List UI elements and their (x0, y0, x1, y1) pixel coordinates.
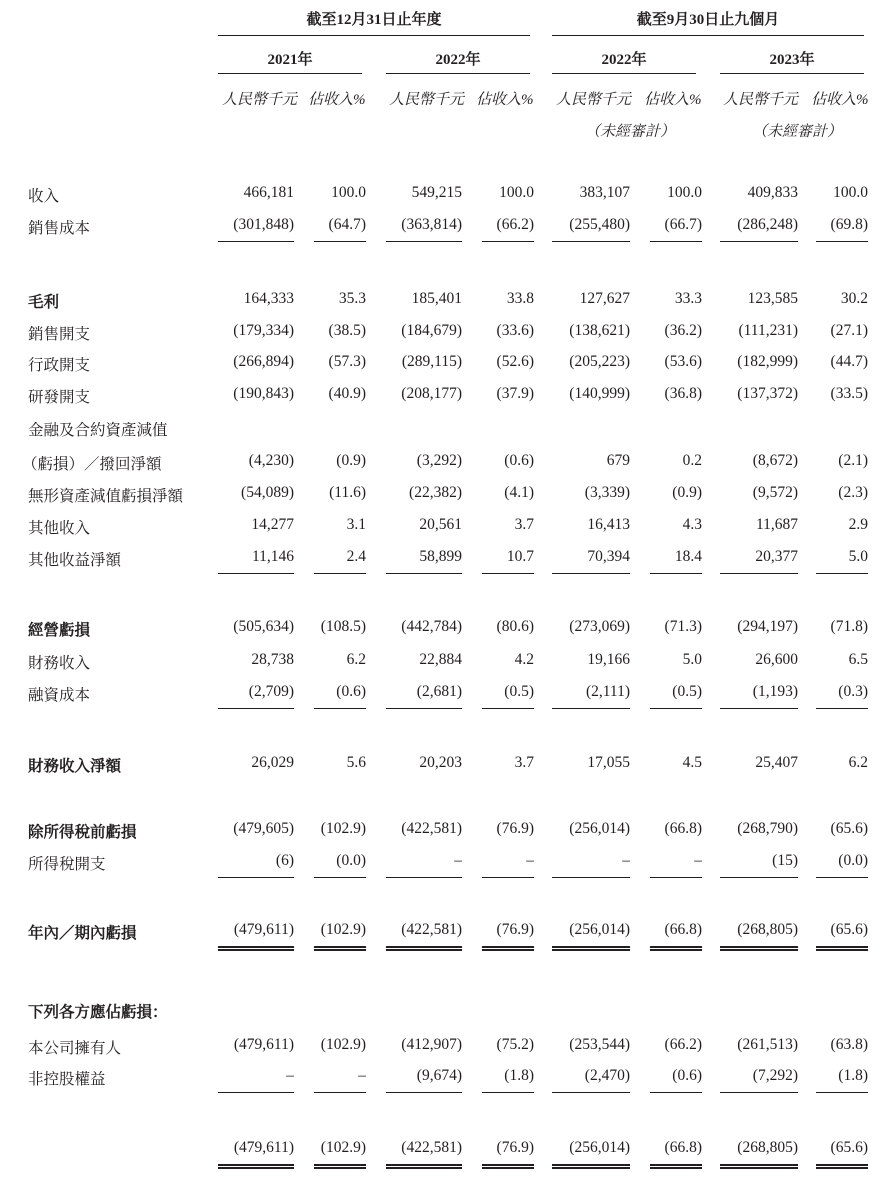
cell-amount: (179,334) (233, 322, 294, 339)
cell-amount: (140,999) (569, 385, 630, 402)
cell-amount: (184,679) (401, 322, 462, 339)
subtotal-rule (720, 877, 798, 878)
cell-percent: 5.0 (848, 548, 868, 565)
cell-amount: (138,621) (569, 322, 630, 339)
cell-amount: (363,814) (401, 216, 462, 233)
cell-amount: (479,611) (233, 921, 294, 938)
cell-percent: (71.3) (664, 618, 702, 635)
cell-amount: (479,611) (233, 1139, 294, 1156)
cell-percent: (57.3) (328, 353, 366, 370)
cell-amount: 14,277 (251, 516, 294, 533)
row-label: 下列各方應佔虧損： (28, 1004, 168, 1021)
cell-percent: (66.8) (664, 921, 702, 938)
cell-percent: 100.0 (499, 184, 534, 201)
cell-percent: – (358, 1067, 366, 1084)
subtotal-rule (650, 708, 702, 709)
cell-amount: (422,581) (401, 921, 462, 938)
cell-amount: 70,394 (587, 548, 630, 565)
cell-amount: (256,014) (569, 1139, 630, 1156)
column-header-percent: 佔收入% (811, 92, 869, 108)
cell-amount: (190,843) (233, 385, 294, 402)
subtotal-rule (314, 241, 366, 242)
subtotal-rule (552, 573, 630, 574)
subtotal-rule (314, 573, 366, 574)
cell-percent: (64.7) (328, 216, 366, 233)
cell-percent: (11.6) (329, 484, 366, 501)
cell-amount: (3,339) (584, 484, 630, 501)
total-double-rule (552, 946, 630, 951)
subtotal-rule (386, 241, 462, 242)
cell-percent: (71.8) (830, 618, 868, 635)
cell-percent: (0.5) (672, 683, 702, 700)
subtotal-rule (314, 1092, 366, 1093)
cell-amount: (301,848) (233, 216, 294, 233)
cell-percent: (52.6) (496, 353, 534, 370)
cell-percent: (1.8) (504, 1067, 534, 1084)
total-double-rule (314, 1164, 366, 1169)
cell-percent: 100.0 (331, 184, 366, 201)
cell-amount: 123,585 (747, 290, 798, 307)
subtotal-rule (218, 1092, 294, 1093)
cell-percent: 18.4 (674, 548, 702, 565)
cell-percent: (108.5) (320, 618, 366, 635)
cell-percent: (65.6) (830, 921, 868, 938)
cell-percent: (69.8) (830, 216, 868, 233)
cell-percent: – (694, 852, 702, 869)
cell-amount: (137,372) (737, 385, 798, 402)
cell-amount: (4,230) (248, 452, 294, 469)
cell-amount: 22,884 (419, 651, 462, 668)
cell-percent: 10.7 (506, 548, 534, 565)
column-header-percent: 佔收入% (308, 92, 366, 108)
total-double-rule (482, 946, 534, 951)
subtotal-rule (552, 877, 630, 878)
cell-amount: (2,709) (248, 683, 294, 700)
subtotal-rule (552, 708, 630, 709)
cell-amount: (253,544) (569, 1036, 630, 1053)
cell-percent: (0.0) (336, 852, 366, 869)
group-header-nine-months: 截至9月30日止九個月 (636, 12, 780, 28)
subtotal-rule (650, 573, 702, 574)
cell-percent: (36.8) (664, 385, 702, 402)
year-header: 2022年 (435, 52, 481, 68)
total-double-rule (816, 946, 868, 951)
cell-amount: (205,223) (569, 353, 630, 370)
row-label: 其他收益淨額 (28, 552, 122, 569)
total-double-rule (650, 1164, 702, 1169)
cell-percent: 100.0 (667, 184, 702, 201)
cell-percent: (37.9) (496, 385, 534, 402)
cell-amount: 549,215 (411, 184, 462, 201)
row-label: 年內／期內虧損 (28, 925, 137, 942)
cell-amount: 127,627 (579, 290, 630, 307)
cell-percent: (40.9) (328, 385, 366, 402)
cell-amount: (286,248) (737, 216, 798, 233)
row-label: 研發開支 (28, 389, 91, 406)
cell-amount: (9,572) (752, 484, 798, 501)
cell-amount: (294,197) (737, 618, 798, 635)
cell-amount: (422,581) (401, 1139, 462, 1156)
cell-percent: (4.1) (504, 484, 534, 501)
cell-percent: 30.2 (840, 290, 868, 307)
cell-percent: (36.2) (664, 322, 702, 339)
cell-percent: 2.4 (346, 548, 366, 565)
cell-percent: 6.2 (848, 754, 868, 771)
cell-amount: 20,377 (755, 548, 798, 565)
cell-percent: 35.3 (338, 290, 366, 307)
cell-percent: 3.7 (514, 516, 534, 533)
subtotal-rule (650, 877, 702, 878)
cell-percent: 6.2 (346, 651, 366, 668)
cell-amount: (8,672) (752, 452, 798, 469)
subtotal-rule (386, 877, 462, 878)
cell-amount: (54,089) (241, 484, 294, 501)
row-label: 經營虧損 (28, 622, 91, 639)
row-label: 銷售開支 (28, 326, 91, 343)
row-label: 行政開支 (28, 357, 91, 374)
cell-percent: 5.6 (346, 754, 366, 771)
cell-percent: (102.9) (320, 921, 366, 938)
cell-amount: 11,146 (251, 548, 294, 565)
row-label: 融資成本 (28, 687, 91, 704)
cell-amount: 26,600 (755, 651, 798, 668)
cell-percent: (66.2) (664, 1036, 702, 1053)
row-label: 毛利 (28, 294, 60, 311)
cell-percent: (0.9) (672, 484, 702, 501)
row-label: 金融及合約資產減值 (28, 422, 168, 439)
total-double-rule (650, 946, 702, 951)
subtotal-rule (720, 241, 798, 242)
row-label: 財務收入 (28, 655, 91, 672)
cell-amount: (505,634) (233, 618, 294, 635)
cell-percent: (102.9) (320, 1036, 366, 1053)
cell-percent: (0.6) (336, 683, 366, 700)
cell-amount: (268,805) (737, 1139, 798, 1156)
cell-percent: (80.6) (496, 618, 534, 635)
year-underline (386, 73, 530, 74)
cell-amount: (442,784) (401, 618, 462, 635)
cell-amount: (22,382) (409, 484, 462, 501)
cell-amount: (479,611) (233, 1036, 294, 1053)
year-underline (218, 73, 362, 74)
cell-percent: 33.3 (674, 290, 702, 307)
subtotal-rule (314, 708, 366, 709)
subtotal-rule (816, 241, 868, 242)
cell-amount: (422,581) (401, 820, 462, 837)
total-double-rule (720, 946, 798, 951)
row-label: 銷售成本 (28, 220, 91, 237)
column-header-amount: 人民幣千元 (389, 92, 465, 108)
cell-amount: 17,055 (587, 754, 630, 771)
group-header-fiscal-year: 截至12月31日止年度 (306, 12, 442, 28)
total-double-rule (816, 1164, 868, 1169)
total-double-rule (314, 946, 366, 951)
row-label: 非控股權益 (28, 1071, 106, 1088)
cell-amount: (268,790) (737, 820, 798, 837)
cell-amount: (479,605) (233, 820, 294, 837)
subtotal-rule (482, 708, 534, 709)
cell-amount: (111,231) (738, 322, 798, 339)
cell-percent: (0.0) (838, 852, 868, 869)
cell-percent: (38.5) (328, 322, 366, 339)
cell-amount: (256,014) (569, 820, 630, 837)
row-label: 無形資產減值虧損淨額 (28, 488, 184, 505)
cell-amount: – (286, 1067, 294, 1084)
cell-percent: 100.0 (833, 184, 868, 201)
column-header-amount: 人民幣千元 (556, 92, 632, 108)
total-double-rule (218, 946, 294, 951)
cell-percent: (2.1) (838, 452, 868, 469)
cell-percent: (0.3) (838, 683, 868, 700)
subtotal-rule (386, 708, 462, 709)
total-double-rule (386, 1164, 462, 1169)
cell-percent: 3.1 (346, 516, 366, 533)
row-label: 所得稅開支 (28, 856, 106, 873)
total-double-rule (552, 1164, 630, 1169)
cell-percent: (66.8) (664, 820, 702, 837)
cell-amount: (9,674) (416, 1067, 462, 1084)
subtotal-rule (386, 573, 462, 574)
cell-percent: – (526, 852, 534, 869)
cell-amount: (268,805) (737, 921, 798, 938)
cell-percent: (76.9) (496, 1139, 534, 1156)
subtotal-rule (482, 877, 534, 878)
year-header: 2023年 (769, 52, 815, 68)
subtotal-rule (218, 573, 294, 574)
cell-amount: (255,480) (569, 216, 630, 233)
subtotal-rule (314, 877, 366, 878)
cell-percent: (33.5) (830, 385, 868, 402)
cell-percent: (0.6) (504, 452, 534, 469)
subtotal-rule (720, 573, 798, 574)
subtotal-rule (720, 708, 798, 709)
cell-amount: (273,069) (569, 618, 630, 635)
row-label: （虧損）／撥回淨額 (22, 456, 162, 473)
column-header-percent: 佔收入% (644, 92, 702, 108)
total-double-rule (720, 1164, 798, 1169)
cell-percent: 0.2 (682, 452, 702, 469)
cell-amount: 383,107 (579, 184, 630, 201)
cell-percent: 5.0 (682, 651, 702, 668)
cell-percent: 4.3 (682, 516, 702, 533)
row-label: 除所得稅前虧損 (28, 824, 137, 841)
cell-amount: 28,738 (251, 651, 294, 668)
cell-amount: 26,029 (251, 754, 294, 771)
year-header: 2022年 (601, 52, 647, 68)
cell-percent: (76.9) (496, 921, 534, 938)
cell-percent: (0.6) (672, 1067, 702, 1084)
cell-amount: 20,561 (419, 516, 462, 533)
cell-amount: 25,407 (755, 754, 798, 771)
cell-percent: (102.9) (320, 820, 366, 837)
subtotal-rule (482, 573, 534, 574)
cell-percent: (2.3) (838, 484, 868, 501)
subtotal-rule (218, 708, 294, 709)
group-header-underline (552, 35, 864, 36)
group-header-underline (218, 35, 530, 36)
column-header-percent: 佔收入% (476, 92, 534, 108)
cell-amount: (256,014) (569, 921, 630, 938)
cell-percent: 4.2 (514, 651, 534, 668)
subtotal-rule (386, 1092, 462, 1093)
cell-amount: (7,292) (752, 1067, 798, 1084)
cell-amount: (2,111) (585, 683, 630, 700)
cell-amount: 679 (606, 452, 630, 469)
cell-percent: (66.8) (664, 1139, 702, 1156)
cell-percent: (65.6) (830, 820, 868, 837)
cell-percent: (53.6) (664, 353, 702, 370)
column-header-amount: 人民幣千元 (222, 92, 298, 108)
unaudited-note: （未經審計） (585, 124, 676, 140)
cell-amount: 16,413 (587, 516, 630, 533)
subtotal-rule (482, 241, 534, 242)
subtotal-rule (816, 1092, 868, 1093)
subtotal-rule (482, 1092, 534, 1093)
subtotal-rule (816, 573, 868, 574)
cell-amount: (3,292) (416, 452, 462, 469)
cell-percent: 4.5 (682, 754, 702, 771)
cell-amount: (266,894) (233, 353, 294, 370)
column-header-amount: 人民幣千元 (723, 92, 799, 108)
cell-percent: (1.8) (838, 1067, 868, 1084)
cell-percent: (76.9) (496, 820, 534, 837)
cell-percent: (0.5) (504, 683, 534, 700)
cell-percent: (63.8) (830, 1036, 868, 1053)
year-underline (552, 73, 696, 74)
subtotal-rule (218, 877, 294, 878)
subtotal-rule (552, 241, 630, 242)
cell-amount: – (454, 852, 462, 869)
row-label: 其他收入 (28, 520, 91, 537)
year-header: 2021年 (267, 52, 313, 68)
cell-amount: (182,999) (737, 353, 798, 370)
cell-percent: (66.2) (496, 216, 534, 233)
cell-amount: 466,181 (243, 184, 294, 201)
total-double-rule (386, 946, 462, 951)
subtotal-rule (816, 877, 868, 878)
cell-amount: (261,513) (737, 1036, 798, 1053)
total-double-rule (482, 1164, 534, 1169)
cell-percent: 3.7 (514, 754, 534, 771)
row-label: 財務收入淨額 (28, 758, 122, 775)
subtotal-rule (218, 241, 294, 242)
cell-amount: 185,401 (411, 290, 462, 307)
cell-amount: (208,177) (401, 385, 462, 402)
subtotal-rule (650, 241, 702, 242)
cell-amount: 409,833 (747, 184, 798, 201)
cell-amount: (2,681) (416, 683, 462, 700)
row-label: 本公司擁有人 (28, 1040, 122, 1057)
cell-amount: (1,193) (752, 683, 798, 700)
cell-amount: (289,115) (401, 353, 462, 370)
subtotal-rule (816, 708, 868, 709)
cell-percent: 33.8 (506, 290, 534, 307)
cell-percent: 6.5 (848, 651, 868, 668)
cell-percent: (66.7) (664, 216, 702, 233)
cell-percent: 2.9 (848, 516, 868, 533)
cell-percent: (44.7) (830, 353, 868, 370)
cell-amount: – (622, 852, 630, 869)
subtotal-rule (720, 1092, 798, 1093)
cell-amount: 164,333 (243, 290, 294, 307)
cell-amount: 58,899 (419, 548, 462, 565)
unaudited-note: （未經審計） (752, 124, 843, 140)
cell-amount: (15) (772, 852, 798, 869)
cell-percent: (102.9) (320, 1139, 366, 1156)
total-double-rule (218, 1164, 294, 1169)
cell-percent: (0.9) (336, 452, 366, 469)
row-label: 收入 (28, 188, 60, 205)
cell-amount: 20,203 (419, 754, 462, 771)
cell-amount: (2,470) (584, 1067, 630, 1084)
subtotal-rule (650, 1092, 702, 1093)
cell-percent: (75.2) (496, 1036, 534, 1053)
cell-percent: (27.1) (830, 322, 868, 339)
subtotal-rule (552, 1092, 630, 1093)
cell-amount: (412,907) (401, 1036, 462, 1053)
cell-amount: 11,687 (755, 516, 798, 533)
cell-percent: (33.6) (496, 322, 534, 339)
cell-amount: (6) (275, 852, 294, 869)
cell-amount: 19,166 (587, 651, 630, 668)
year-underline (720, 73, 864, 74)
cell-percent: (65.6) (830, 1139, 868, 1156)
